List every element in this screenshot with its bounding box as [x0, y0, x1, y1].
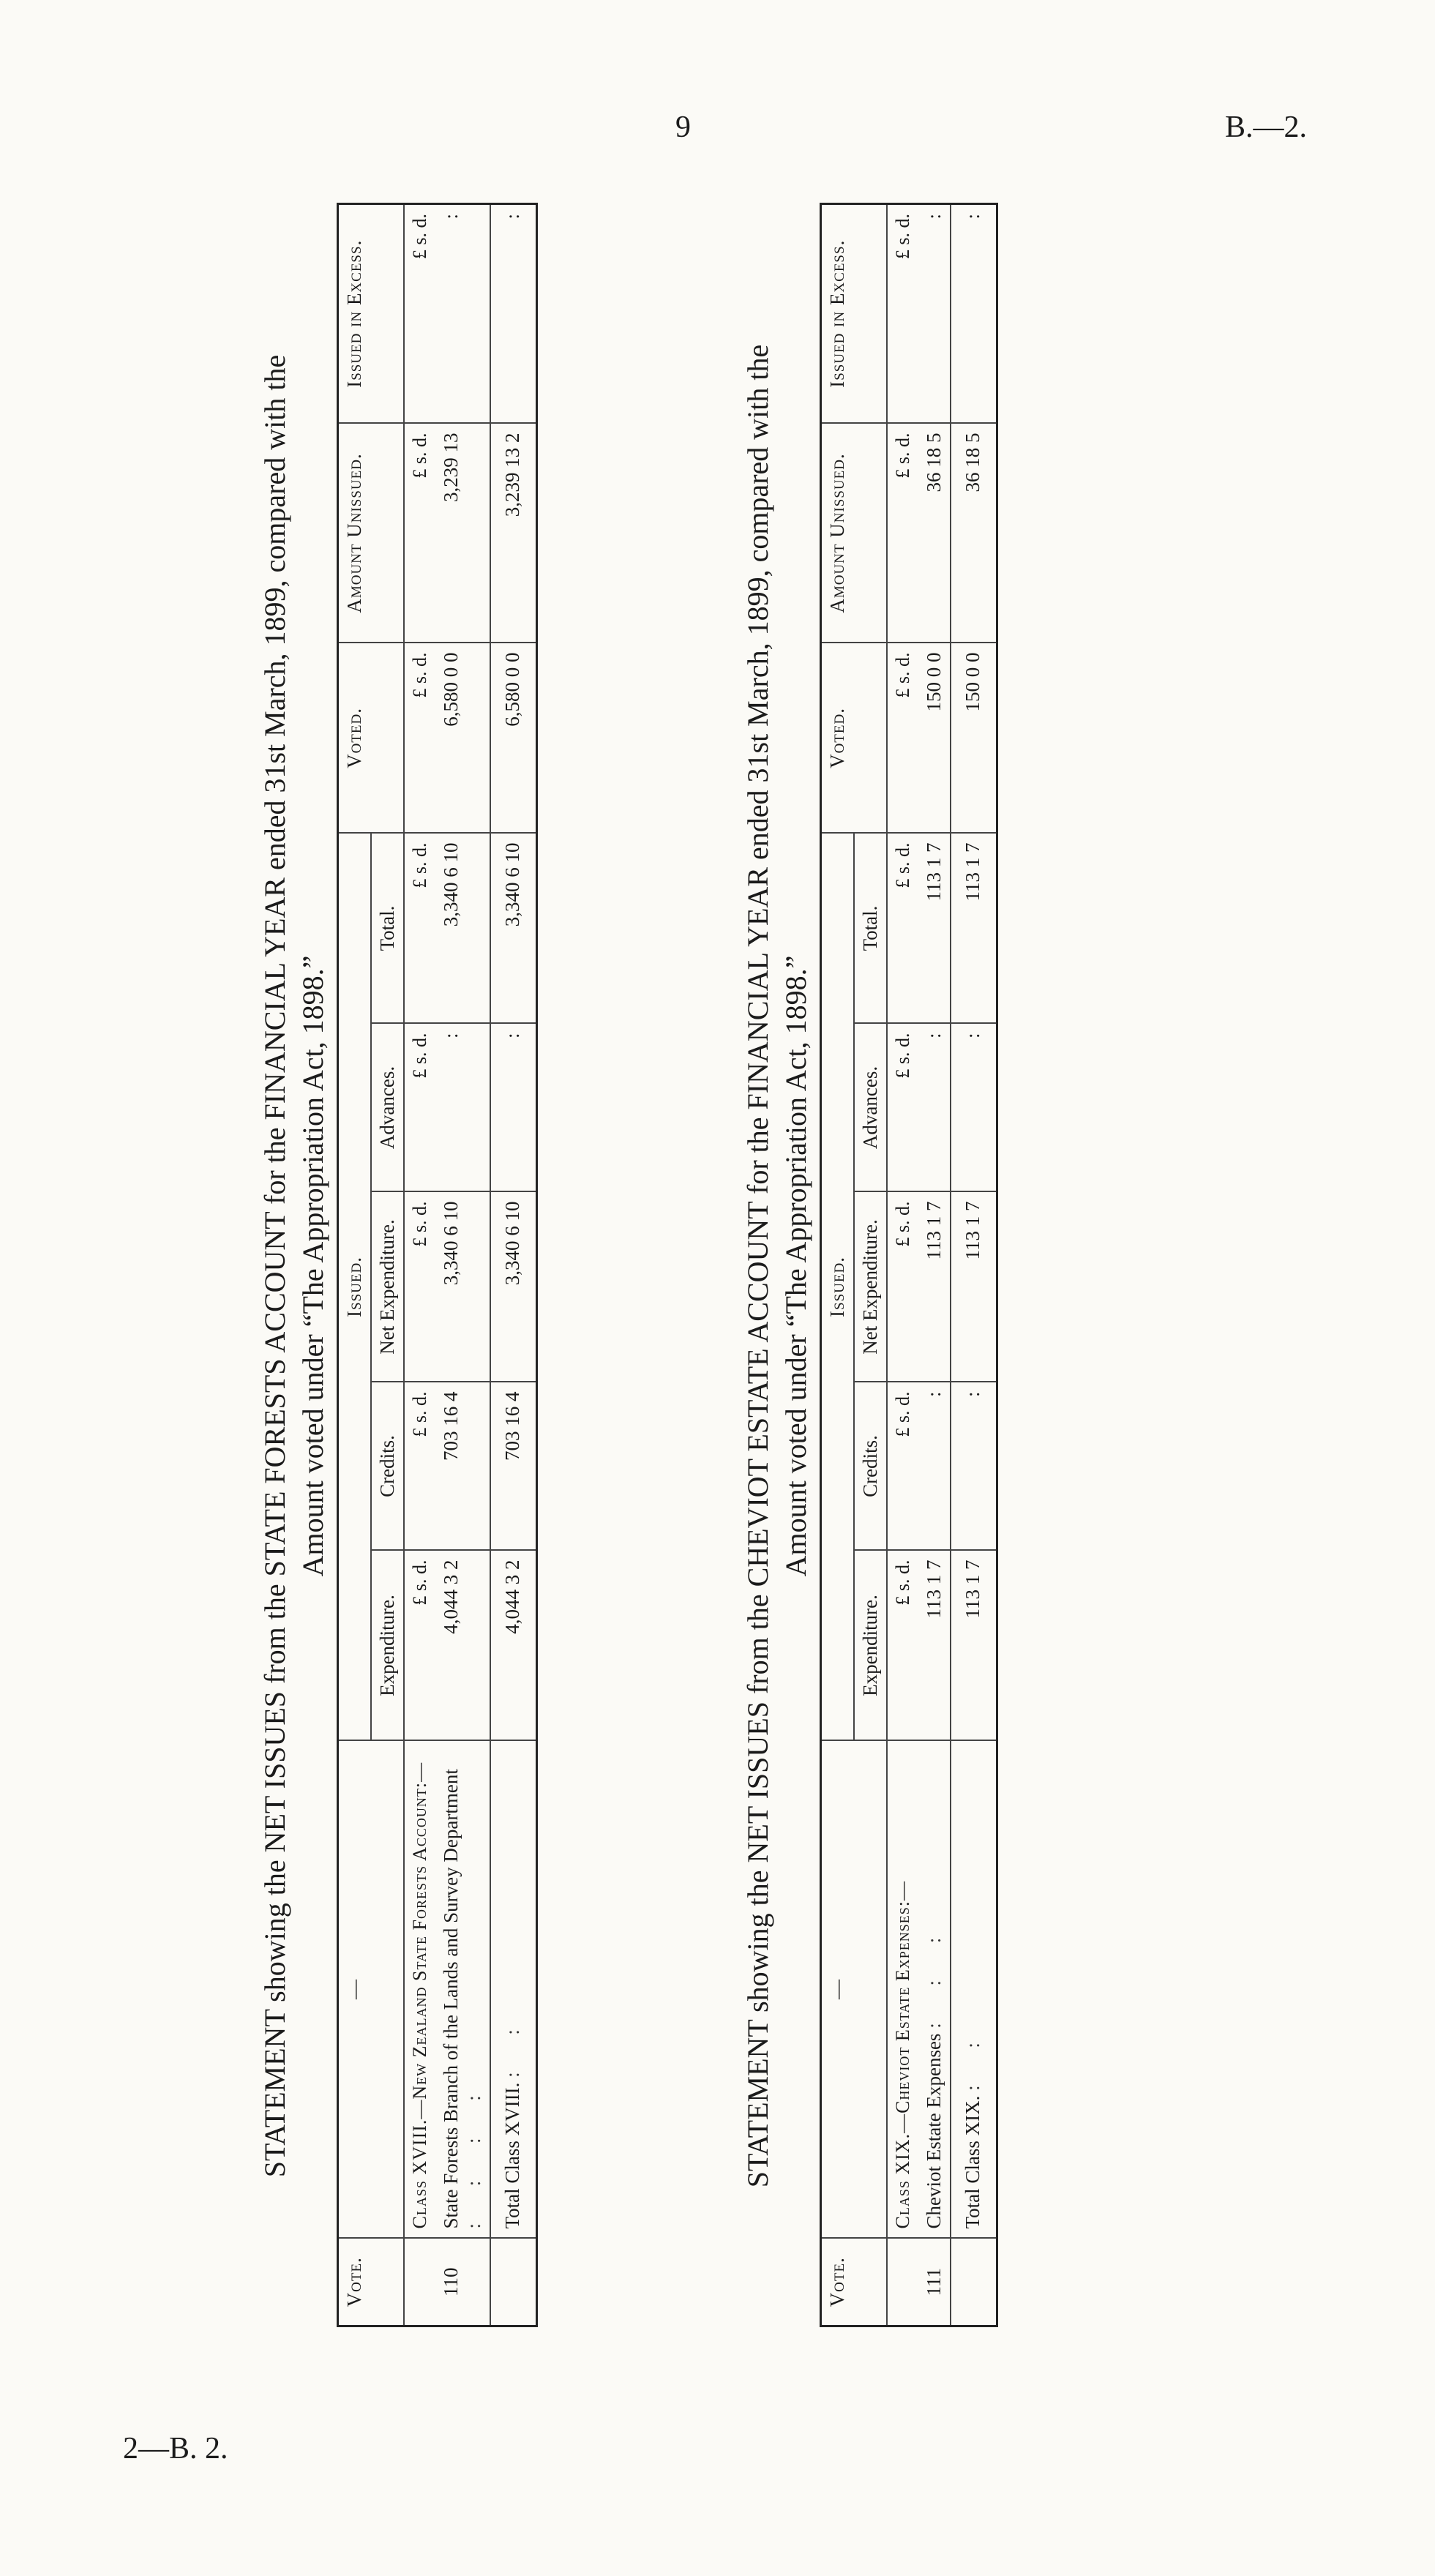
voted-header: Voted.	[821, 643, 888, 833]
vote-number: 110	[435, 2239, 490, 2326]
amount-unissued-header: Amount Unissued.	[338, 423, 405, 643]
page-reference: B.—2.	[1225, 111, 1308, 144]
voted-value: 6,580 0 0	[435, 643, 490, 833]
leader-dots: : :	[962, 2026, 983, 2091]
issued-header: Issued.	[821, 833, 855, 1740]
total-value: 3,340 6 10	[435, 833, 490, 1023]
total-label: Total Class XIX.	[962, 2095, 983, 2229]
issued-in-excess-header: Issued in Excess.	[338, 203, 405, 423]
net-expenditure-value: 113 1 7	[918, 1192, 951, 1382]
leader-dots: : :	[501, 2013, 523, 2078]
credits-value: 703 16 4	[435, 1382, 490, 1551]
vote-header: Vote.	[821, 2239, 888, 2326]
units-label: £ s. d.	[404, 833, 435, 1023]
credits-value: 703 16 4	[490, 1382, 537, 1551]
total-row	[490, 203, 537, 2326]
expenditure-header: Expenditure.	[371, 1551, 404, 1741]
item-description: Cheviot Estate Expenses	[923, 2033, 945, 2229]
statement-title-line: STATEMENT showing the NET ISSUES from the STATE FORESTS ACCOUNT for the FINANCIAL YEAR ended 31st March, 1899, compared with the	[258, 354, 291, 2178]
statement-title	[739, 205, 820, 2327]
net-expenditure-value: 113 1 7	[951, 1192, 997, 1382]
statement-table	[337, 203, 538, 2327]
credits-header: Credits.	[371, 1382, 404, 1551]
advances-value: :	[918, 1024, 951, 1192]
total-header: Total.	[854, 833, 887, 1023]
voted-value: 150 0 0	[918, 643, 951, 833]
voted-header: Voted.	[338, 643, 405, 833]
units-row	[404, 203, 435, 2326]
total-row	[951, 203, 997, 2326]
units-label: £ s. d.	[404, 1024, 435, 1192]
statement-title	[256, 205, 337, 2327]
issued-in-excess-value: :	[918, 203, 951, 423]
statement-cheviot-estate	[739, 205, 998, 2327]
class-heading: Class XVIII.—New Zealand State Forests Account:—	[404, 1741, 435, 2239]
voted-value: 6,580 0 0	[490, 643, 537, 833]
page-number: 9	[675, 111, 691, 144]
total-value: 113 1 7	[918, 833, 951, 1023]
units-label: £ s. d.	[887, 1192, 918, 1382]
amount-unissued-value: 36 18 5	[918, 423, 951, 643]
net-expenditure-value: 3,340 6 10	[435, 1192, 490, 1382]
advances-header: Advances.	[371, 1024, 404, 1192]
total-value: 113 1 7	[951, 833, 997, 1023]
item-description: State Forests Branch of the Lands and Survey Department	[440, 1769, 462, 2229]
table-row	[918, 203, 951, 2326]
issued-in-excess-value: :	[490, 203, 537, 423]
issued-in-excess-value: :	[435, 203, 490, 423]
units-label: £ s. d.	[887, 833, 918, 1023]
class-heading: Class XIX.—Cheviot Estate Expenses:—	[887, 1741, 918, 2239]
units-label: £ s. d.	[887, 203, 918, 423]
expenditure-value: 113 1 7	[918, 1551, 951, 1741]
advances-header: Advances.	[854, 1024, 887, 1192]
credits-value: :	[951, 1382, 997, 1551]
amount-unissued-value: 3,239 13 2	[490, 423, 537, 643]
units-label: £ s. d.	[404, 1382, 435, 1551]
leader-dots: : : : :	[462, 2079, 484, 2229]
units-label: £ s. d.	[887, 1024, 918, 1192]
total-header: Total.	[371, 833, 404, 1023]
expenditure-value: 4,044 3 2	[490, 1551, 537, 1741]
voted-value: 150 0 0	[951, 643, 997, 833]
issued-in-excess-value: :	[951, 203, 997, 423]
expenditure-value: 4,044 3 2	[435, 1551, 490, 1741]
expenditure-header: Expenditure.	[854, 1551, 887, 1741]
vote-header: Vote.	[338, 2239, 405, 2326]
advances-value: :	[490, 1024, 537, 1192]
units-label: £ s. d.	[887, 1551, 918, 1741]
net-expenditure-value: 3,340 6 10	[490, 1192, 537, 1382]
units-label: £ s. d.	[404, 423, 435, 643]
vote-number: 111	[918, 2239, 951, 2326]
amount-unissued-value: 3,239 13	[435, 423, 490, 643]
credits-value: :	[918, 1382, 951, 1551]
statement-subtitle: Amount voted under “The Appropriation Act, 1898.”	[296, 955, 329, 1577]
amount-unissued-value: 36 18 5	[951, 423, 997, 643]
units-label: £ s. d.	[887, 1382, 918, 1551]
units-label: £ s. d.	[404, 1551, 435, 1741]
issued-in-excess-header: Issued in Excess.	[821, 203, 888, 423]
units-row	[887, 203, 918, 2326]
expenditure-value: 113 1 7	[951, 1551, 997, 1741]
issued-header: Issued.	[338, 833, 372, 1740]
net-expenditure-header: Net Expenditure.	[854, 1192, 887, 1382]
units-label: £ s. d.	[404, 203, 435, 423]
statement-title-line: STATEMENT showing the NET ISSUES from the CHEVIOT ESTATE ACCOUNT for the FINANCIAL YEAR ended 31st March, 1899, compared with the	[741, 344, 774, 2188]
units-label: £ s. d.	[887, 423, 918, 643]
description-header: —	[338, 1741, 405, 2239]
description-header: —	[821, 1741, 888, 2239]
units-label: £ s. d.	[404, 643, 435, 833]
units-label: £ s. d.	[887, 643, 918, 833]
advances-value: :	[435, 1024, 490, 1192]
leader-dots: : : :	[923, 1921, 945, 2029]
table-row	[435, 203, 490, 2326]
advances-value: :	[951, 1024, 997, 1192]
total-label: Total Class XVIII.	[501, 2082, 523, 2229]
statement-state-forests	[256, 205, 538, 2327]
statement-table	[820, 203, 998, 2327]
total-value: 3,340 6 10	[490, 833, 537, 1023]
net-expenditure-header: Net Expenditure.	[371, 1192, 404, 1382]
units-label: £ s. d.	[404, 1192, 435, 1382]
statement-subtitle: Amount voted under “The Appropriation Act, 1898.”	[779, 955, 812, 1577]
credits-header: Credits.	[854, 1382, 887, 1551]
footer-reference: 2—B. 2.	[123, 2432, 228, 2465]
amount-unissued-header: Amount Unissued.	[821, 423, 888, 643]
